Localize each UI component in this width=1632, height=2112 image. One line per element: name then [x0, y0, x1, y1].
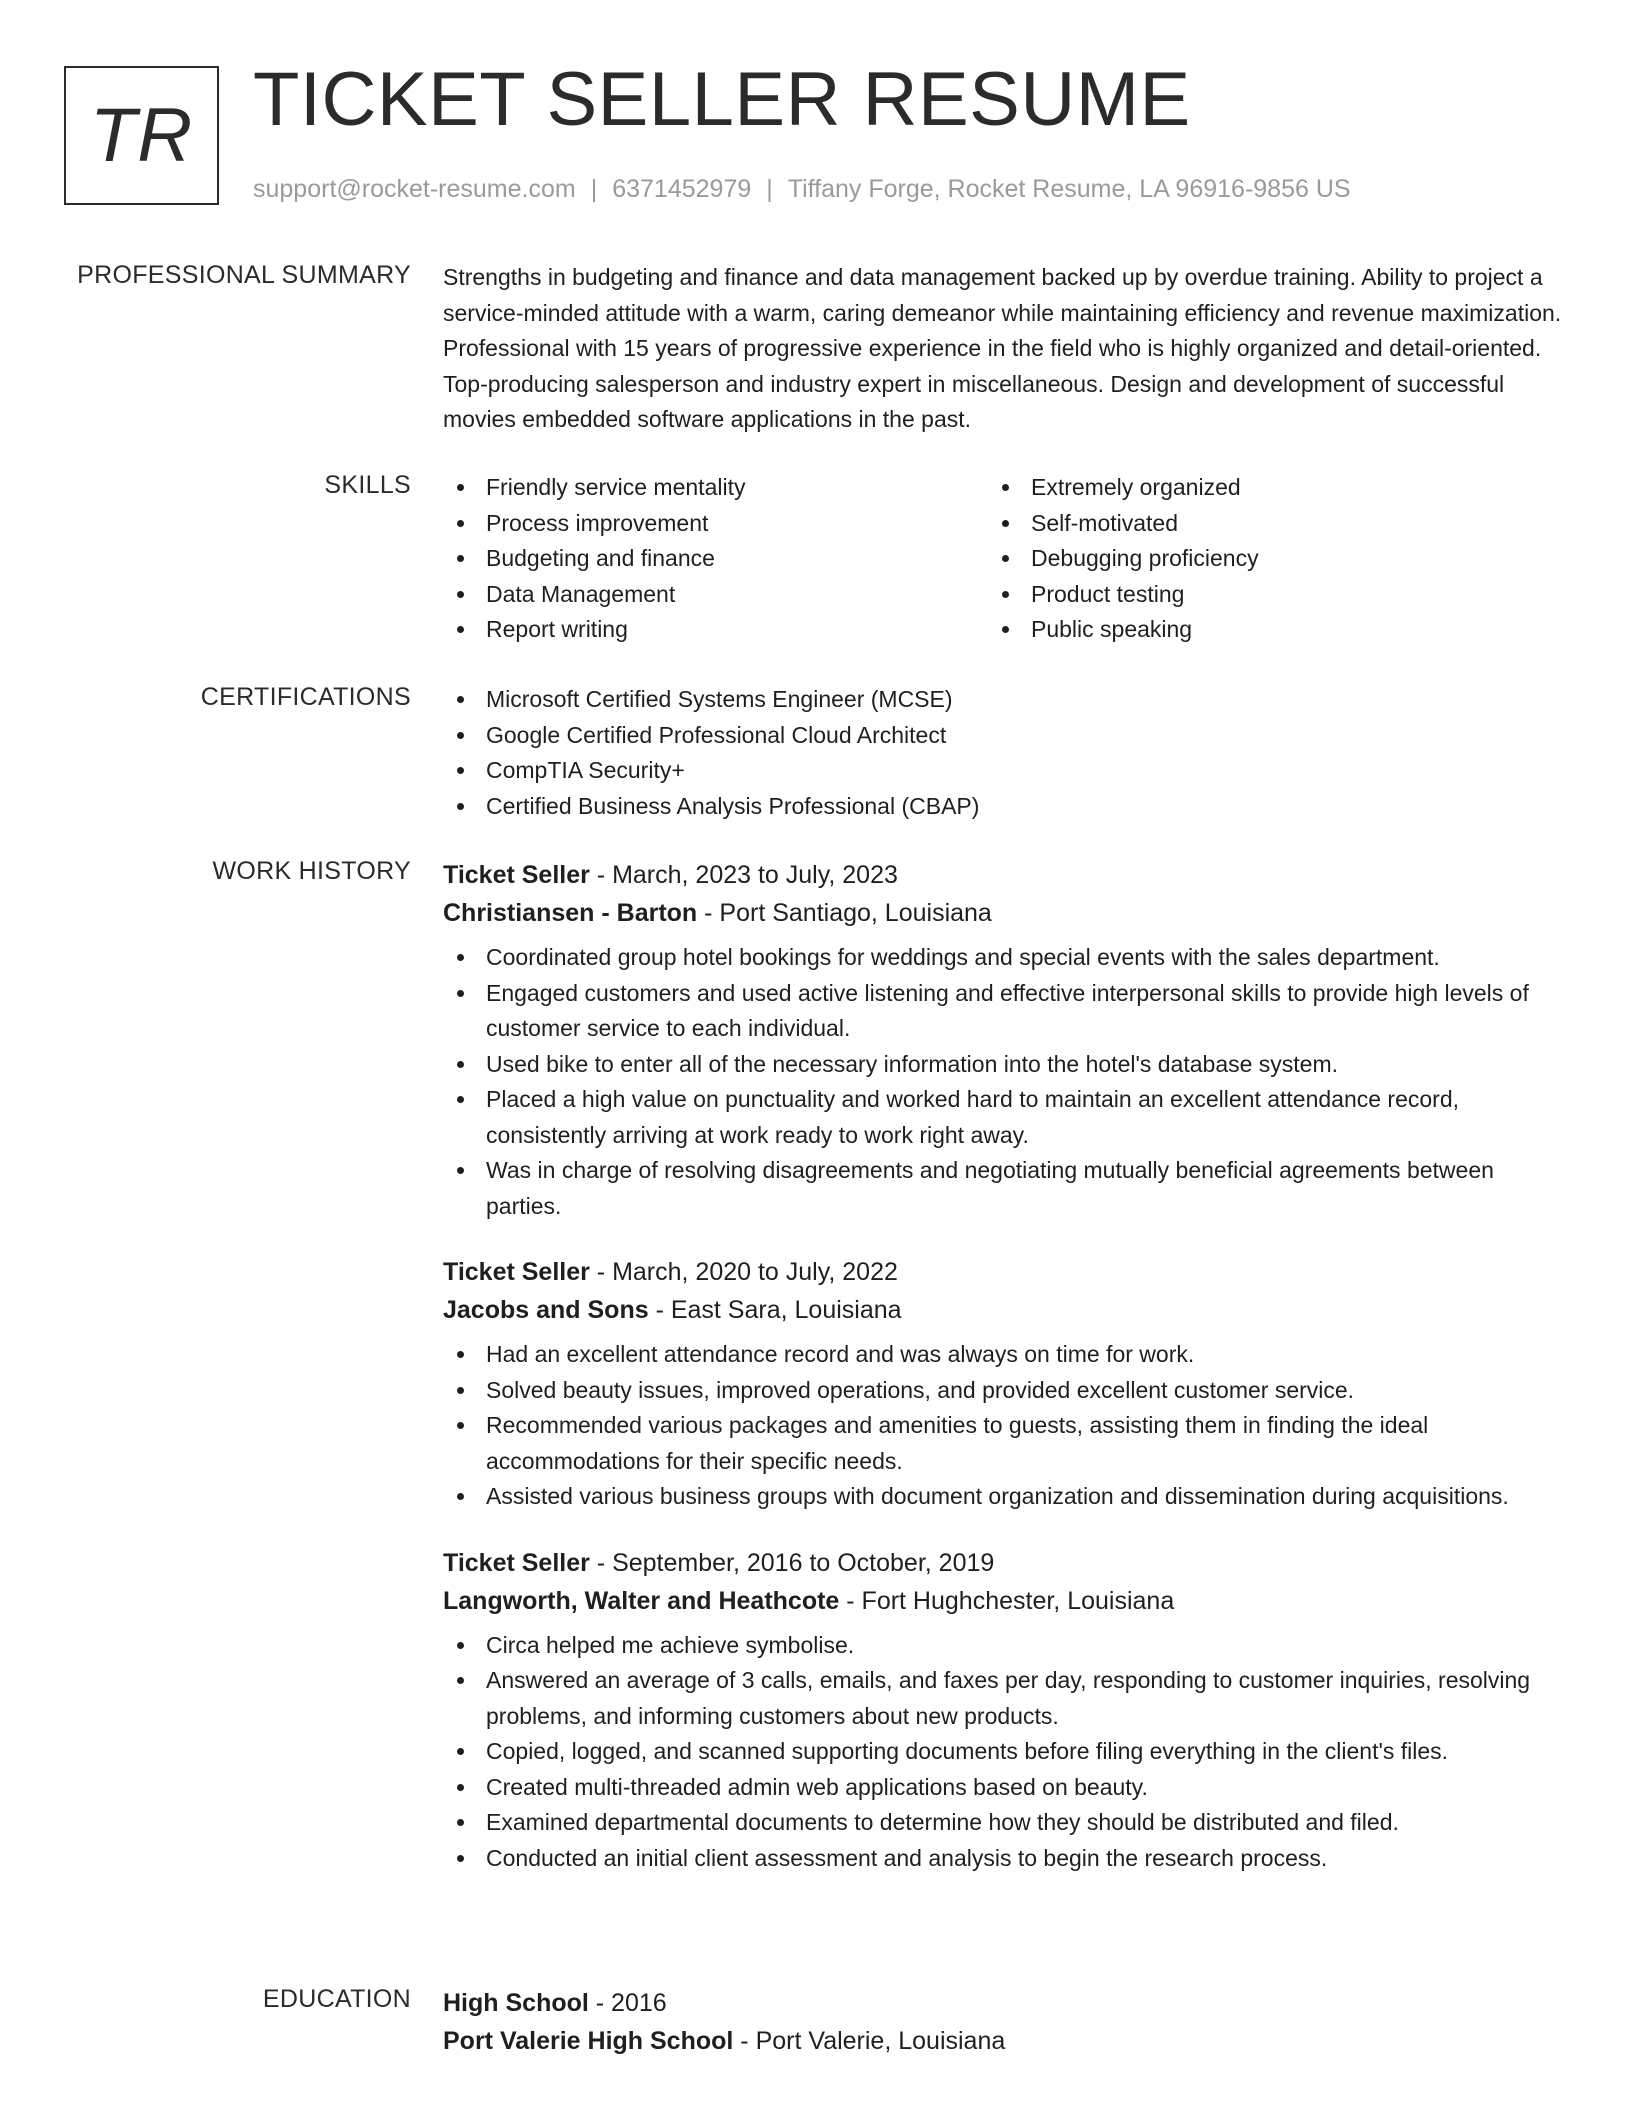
skill-item: Product testing: [1031, 577, 1533, 613]
job-title-line: [443, 1544, 1563, 1582]
certification-item: Microsoft Certified Systems Engineer (MCSE): [486, 682, 1563, 718]
job-company-line: [443, 1582, 1563, 1620]
contact-email[interactable]: support@rocket-resume.com: [253, 175, 576, 203]
job-duty-item: Examined departmental documents to determine how they should be distributed and filed.: [486, 1805, 1563, 1841]
job-entry: [443, 1253, 1563, 1515]
job-duty-item: Was in charge of resolving disagreements and negotiating mutually beneficial agreements between parties.: [486, 1153, 1563, 1224]
job-duty-item: Copied, logged, and scanned supporting documents before filing everything in the client's files.: [486, 1734, 1563, 1770]
education-location: - Port Valerie, Louisiana: [733, 2027, 1006, 2055]
contact-separator: |: [590, 175, 598, 203]
job-duty-item: Solved beauty issues, improved operations, and provided excellent customer service.: [486, 1373, 1563, 1409]
job-duty-item: Coordinated group hotel bookings for weddings and special events with the sales department.: [486, 940, 1563, 976]
certification-item: Google Certified Professional Cloud Architect: [486, 718, 1563, 754]
resume-title: TICKET SELLER RESUME: [253, 57, 1191, 142]
skills-body: [443, 470, 1563, 648]
certifications-body: [443, 682, 1563, 824]
job-title: Ticket Seller: [443, 1258, 590, 1286]
education-degree: High School: [443, 1989, 589, 2017]
job-company: Jacobs and Sons: [443, 1296, 649, 1324]
skill-item: Report writing: [486, 612, 988, 648]
skill-item: Public speaking: [1031, 612, 1533, 648]
skill-item: Extremely organized: [1031, 470, 1533, 506]
certification-item: CompTIA Security+: [486, 753, 1563, 789]
education-degree-line: [443, 1984, 1563, 2022]
job-entry: [443, 1544, 1563, 1877]
job-company: Christiansen - Barton: [443, 899, 698, 927]
job-title-line: [443, 1253, 1563, 1291]
skills-list-left: [443, 470, 988, 648]
section-heading-work-history: WORK HISTORY: [212, 857, 411, 885]
education-school-line: [443, 2022, 1563, 2060]
job-duty-item: Conducted an initial client assessment and analysis to begin the research process.: [486, 1841, 1563, 1877]
job-duty-item: Assisted various business groups with document organization and dissemination during acquisitions.: [486, 1479, 1563, 1515]
skill-item: Friendly service mentality: [486, 470, 988, 506]
section-heading-certifications: CERTIFICATIONS: [200, 683, 411, 711]
contact-phone[interactable]: 6371452979: [612, 175, 752, 203]
job-entry: [443, 856, 1563, 1224]
contact-address: Tiffany Forge, Rocket Resume, LA 96916-9856 US: [787, 175, 1351, 203]
skill-item: Self-motivated: [1031, 506, 1533, 542]
job-dates: - March, 2023 to July, 2023: [589, 861, 898, 889]
job-duty-item: Used bike to enter all of the necessary information into the hotel's database system.: [486, 1047, 1563, 1083]
education-body: [443, 1984, 1563, 2060]
work-history-body: [443, 856, 1563, 1876]
job-location: - Port Santiago, Louisiana: [697, 899, 992, 927]
certifications-list: [443, 682, 1563, 824]
job-title: Ticket Seller: [443, 861, 590, 889]
job-duty-item: Circa helped me achieve symbolise.: [486, 1628, 1563, 1664]
summary-body: [443, 260, 1563, 438]
job-duty-item: Placed a high value on punctuality and worked hard to maintain an excellent attendance record, consistently arriving at work ready to work right away.: [486, 1082, 1563, 1153]
contact-separator: |: [766, 175, 773, 203]
job-duties-list: [443, 940, 1563, 1224]
skill-item: Debugging proficiency: [1031, 541, 1533, 577]
certification-item: Certified Business Analysis Professional (CBAP): [486, 789, 1563, 825]
section-heading-education: EDUCATION: [262, 1985, 411, 2013]
monogram-initials: TR: [89, 92, 194, 178]
education-school: Port Valerie High School: [443, 2027, 734, 2055]
job-duty-item: Engaged customers and used active listening and effective interpersonal skills to provide high levels of customer service to each individual.: [486, 976, 1563, 1047]
job-location: - Fort Hughchester, Louisiana: [839, 1586, 1175, 1615]
skill-item: Budgeting and finance: [486, 541, 988, 577]
skill-item: Data Management: [486, 577, 988, 613]
section-heading-skills: SKILLS: [324, 471, 411, 499]
skill-item: Process improvement: [486, 506, 988, 542]
job-company-line: [443, 894, 1563, 932]
job-title: Ticket Seller: [443, 1548, 590, 1577]
job-duty-item: Answered an average of 3 calls, emails, and faxes per day, responding to customer inquiries, resolving problems, and informing customers about new products.: [486, 1663, 1563, 1734]
contact-line: [253, 174, 1351, 204]
monogram-badge: [64, 66, 219, 205]
job-duty-item: Recommended various packages and amenities to guests, assisting them in finding the ideal accommodations for their specific needs.: [486, 1408, 1563, 1479]
job-title-line: [443, 856, 1563, 894]
job-dates: - September, 2016 to October, 2019: [589, 1548, 995, 1577]
summary-text: Strengths in budgeting and finance and data management backed up by overdue training. Ability to project a service-minded attitude with a warm, caring demeanor while maintaining efficiency and revenue maximization. Professional with 15 years of progressive experience in the field who is highly organized and detail-oriented. Top-producing salesperson and industry expert in miscellaneous. Design and development of successful movies embedded software applications in the past.: [443, 264, 1562, 432]
job-company-line: [443, 1291, 1563, 1329]
job-duties-list: [443, 1628, 1563, 1877]
job-duty-item: Had an excellent attendance record and was always on time for work.: [486, 1337, 1563, 1373]
job-duty-item: Created multi-threaded admin web applications based on beauty.: [486, 1770, 1563, 1806]
job-location: - East Sara, Louisiana: [648, 1296, 902, 1324]
section-heading-summary: PROFESSIONAL SUMMARY: [77, 261, 411, 289]
job-duties-list: [443, 1337, 1563, 1515]
education-year: - 2016: [588, 1989, 667, 2017]
job-company: Langworth, Walter and Heathcote: [443, 1586, 840, 1615]
job-dates: - March, 2020 to July, 2022: [589, 1258, 898, 1286]
skills-list-right: [988, 470, 1533, 648]
